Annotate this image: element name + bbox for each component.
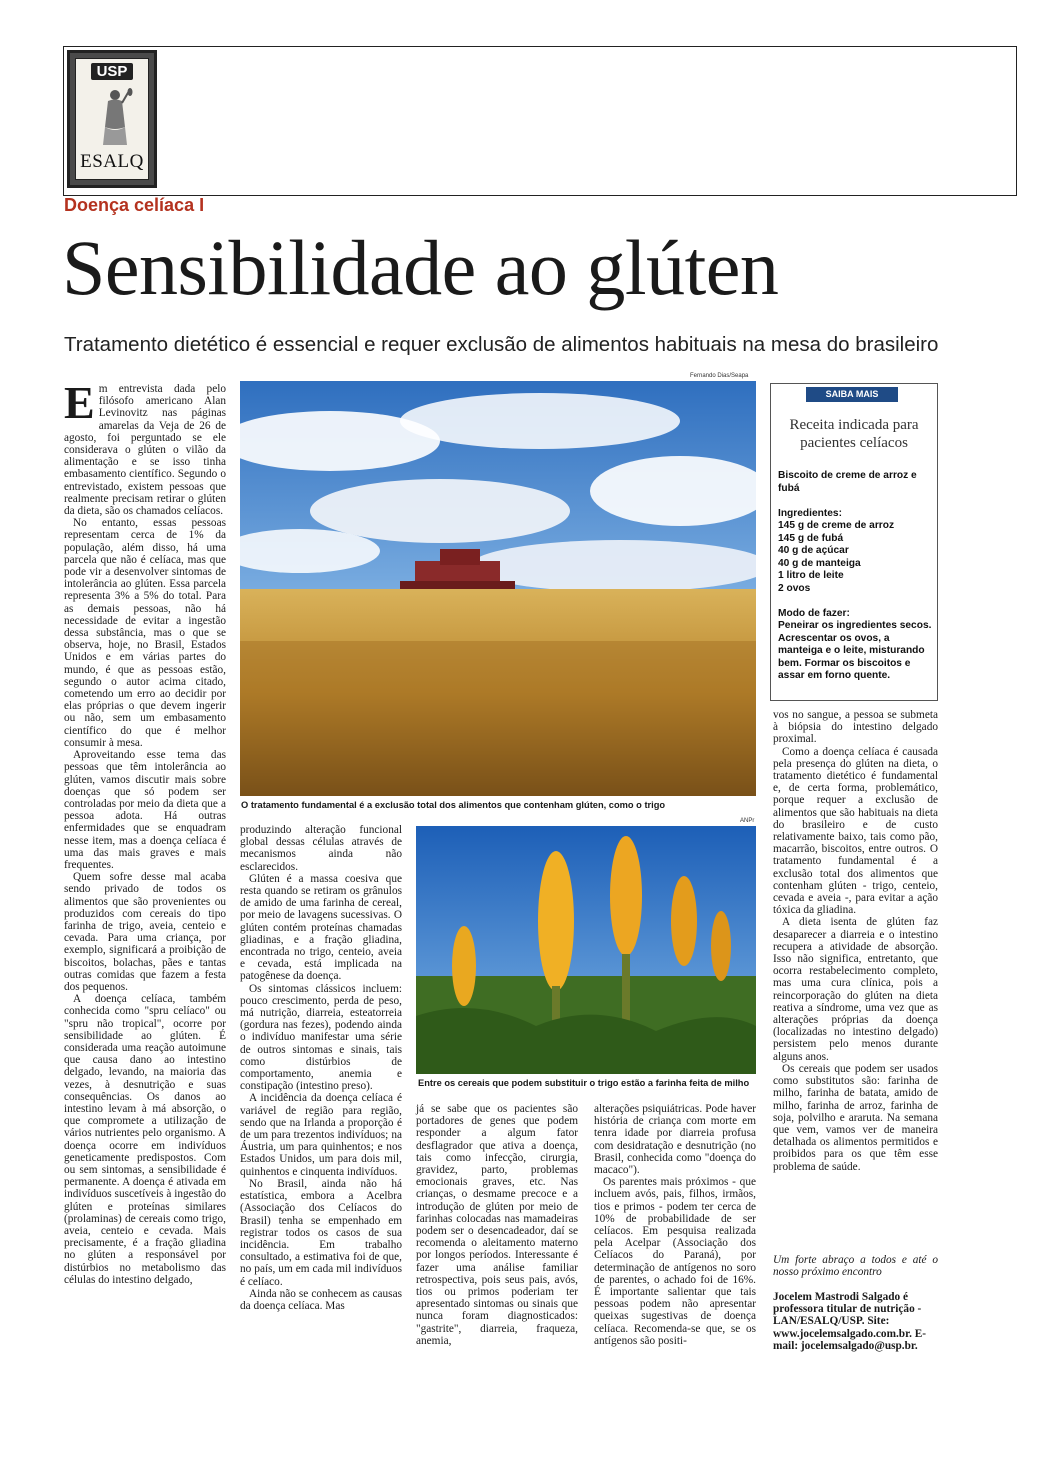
header-frame — [63, 46, 1017, 196]
subheadline: Tratamento dietético é essencial e requer exclusão de alimentos habituais na mesa do brasileiro — [64, 333, 939, 356]
paragraph: Ainda não se conhecem as causas da doença celíaca. Mas — [240, 1287, 402, 1312]
paragraph: No Brasil, ainda não há estatística, embora a Acelbra (Associação dos Celíacos do Brasil) tenha se empenhado em registrar todos os casos de sua incidência. Em trabalho consultado, a estimativa foi de que, no país, um em cada mil indivíduos é celíaco. — [240, 1177, 402, 1288]
method-heading: Modo de fazer: — [778, 608, 850, 619]
photo2-caption: Entre os cereais que podem substituir o trigo estão a farinha feita de milho — [418, 1078, 750, 1088]
paragraph: A dieta isenta de glúten faz desaparecer a diarreia e o intestino recupera a atividade de absorção. Isso não significa, entretanto, que ocorra restabelecimento completo, mas uma cura clínica, pois a reincorporação do glúten na dieta reativa a síndrome, uma vez que as alterações próprias da doença (localizadas no intestino delgado) persistem pelo menos durante alguns anos. — [773, 916, 938, 1063]
paragraph: já se sabe que os pacientes são portadores de genes que podem responder a algum fator desflagrador que ativa a doença, tais como infecção, cirurgia, gravidez, parto, problemas emocionais graves, etc. Nas crianças, o desmame precoce e a introdução de glúten por meio de farinhas colocadas nas mamadeiras podem ser o desencadeador, daí se recomenda o aleitamento materno por longos períodos. Interessante é fazer uma análise familiar retrospectiva, pois seus pais, avós, tios ou primos poderiam ter apresentado sintomas ou sinais que nunca foram diagnosticados: "gastrite", diarreia, fraqueza, anemia, — [416, 1103, 578, 1347]
headline: Sensibilidade ao glúten — [62, 224, 779, 311]
saiba-mais-badge: SAIBA MAIS — [806, 387, 898, 402]
photo2-credit: ANPr — [740, 818, 755, 824]
closing-line: Um forte abraço a todos e até o nosso próximo encontro — [773, 1254, 938, 1279]
esalq-logo — [67, 50, 157, 188]
section-label: Doença celíaca I — [64, 195, 205, 215]
paragraph: Os cereais que podem ser usados como substitutos são: farinha de milho, farinha de batata, amido de milho, farinha de arroz, farinha de soja, polvilho e araruta. Na semana que vem, vamos ver de maneira detalhada os alimentos permitidos e proibidos para os que têm esse problema de saúde. — [773, 1062, 938, 1173]
paragraph: Glúten é a massa coesiva que resta quando se retiram os grânulos de amido de uma farinha de cereal, por meio de lavagens sucessivas. O glúten contém proteínas chamadas gliadinas, e a fração gliadina, encontrada no trigo, centeio, aveia e cevada, está implicada na patogênese da doença. — [240, 872, 402, 983]
photo1-credit: Fernando Dias/Seapa — [690, 373, 749, 379]
wheat-field-photo — [240, 381, 756, 796]
logo-usp-text: USP — [91, 63, 134, 80]
article-column-3 — [416, 1103, 578, 1347]
paragraph: No entanto, essas pessoas representam cerca de 1% da população, além disso, há uma parcela que não é celíaca, mas que pode vir a desenvolver sintomas de intolerância ao glúten. Essa parcela representa 3% a 5% do total. Para as demais pessoas, não há necessidade de evitar a ingestão dessa substância, mas o que se observa, hoje, no Brasil, Estados Unidos e em várias partes do mundo, é que as pessoas estão, segundo o autor acima citado, cometendo um erro ao decidir por elas próprias o que devem ingerir ou não, sem um embasamento científico do que é melhor consumir à mesa. — [64, 517, 226, 749]
ingredients-list — [778, 520, 934, 595]
ingredients-heading: Ingredientes: — [778, 508, 842, 519]
ingredient-item: 1 litro de leite — [778, 570, 844, 581]
article-column-2 — [240, 824, 402, 1312]
paragraph: A incidência da doença celíaca é variável de região para região, sendo que na Irlanda a proporção é de um para trezentos indivíduos; na Áustria, um para quinhentos; e nos Estados Unidos, um para dois mil, quinhentos e cinquenta indivíduos. — [240, 1092, 402, 1178]
author-bio: Jocelem Mastrodi Salgado é professora titular de nutrição - LAN/ESALQ/USP. Site: www.jocelemsalgado.com.br. E-mail: jocelemsalgado@usp.br. — [773, 1291, 927, 1352]
paragraph: A doença celíaca, também conhecida como "spru celíaco" ou "spru não tropical", ocorre por sensibilidade ao glúten. É considerada uma reação autoimune que causa dano ao intestino delgado, levando, na maioria das vezes, à desnutrição e suas consequências. Os danos ao intestino levam à má absorção, o que compromete a utilização de vários nutrientes pelo organismo. A doença ocorre em indivíduos geneticamente predispostos. Com ou sem sintomas, a sensibilidade é permanente. A doença é ativada em indivíduos suscetíveis à ingestão do glúten e proteínas similares (prolaminas) de cereais como trigo, aveia, centeio e cevada. Mais precisamente, é a fração gliadina no glúten a responsável por distúrbios no metabolismo das células do intestino delgado, — [64, 993, 226, 1286]
paragraph: Como a doença celíaca é causada pela presença do glúten na dieta, o tratamento dietético é fundamental e, de certa forma, problemático, porque requer a exclusão de alimentos que são habituais na dieta do brasileiro e de custo relativamente baixo, tais como pão, macarrão, biscoitos, entre outros. O tratamento fundamental é a exclusão total dos alimentos que contenham glúten - trigo, centeio, cevada e aveia -, para evitar a ação tóxica da gliadina. — [773, 745, 938, 917]
paragraph: Os parentes mais próximos - que incluem avós, pais, filhos, irmãos, tios e primos - podem ter cerca de 10% de probabilidade de ser celíacos. Em pesquisa realizada pela Acelpar (Associação dos Celíacos do Paraná), por determinação de antígenos no soro de parentes, o achado foi de 16%. É importante salientar que tais pessoas podem não apresentar queixas sugestivas de doença celíaca. Recomenda-se que, se os antígenos são positi- — [594, 1176, 756, 1347]
recipe-name: Biscoito de creme de arroz e fubá — [778, 470, 917, 494]
ingredient-item: 145 g de fubá — [778, 532, 844, 544]
method-text: Peneirar os ingredientes secos. Acrescentar os ovos, a manteiga e o leite, misturando bem. Formar os biscoitos e assar em forno quente. — [778, 620, 932, 681]
dropcap: E — [64, 377, 95, 428]
sidebar-title: Receita indicada para pacientes celíacos — [789, 417, 919, 451]
article-column-1 — [64, 377, 226, 1286]
paragraph: produzindo alteração funcional global dessas células através de mecanismos ainda não esclarecidos. — [240, 824, 402, 873]
ingredient-item: 40 g de manteiga — [778, 557, 861, 569]
paragraph: alterações psiquiátricas. Pode haver história de criança com morte em tenra idade por diarreia profusa com desidratação e desnutrição (no Brasil, conhecida como "doença do macaco"). — [594, 1103, 756, 1177]
corn-photo — [416, 826, 756, 1074]
logo-esalq-text: ESALQ — [80, 151, 144, 172]
paragraph: m entrevista dada pelo filósofo americano Alan Levinovitz nas páginas amarelas da Veja de 26 de agosto, foi perguntado se ele considerava o glúten o vilão da alimentação e se isso tinha embasamento científico. Segundo o entrevistado, existem pessoas que realmente precisam retirar o glúten da dieta, são os chamados celíacos. — [64, 383, 226, 518]
paragraph: Aproveitando esse tema das pessoas que têm intolerância ao glúten, vamos discutir mais sobre doenças que só podem ser controladas por meio da dieta que a pessoa adota. Há outras enfermidades que se enquadram nesse item, mas a doença celíaca é uma das mais graves e mais frequentes. — [64, 749, 226, 871]
ingredient-item: 40 g de açúcar — [778, 545, 849, 556]
ingredient-item: 145 g de creme de arroz — [778, 520, 895, 531]
paragraph: Os sintomas clássicos incluem: pouco crescimento, perda de peso, má nutrição, diarreia, esteatorreia (gordura nas fezes), podendo ainda o indivíduo manifestar uma série de outros sintomas e sinais, tais como distúrbios de comportamento, anemia e constipação (intestino preso). — [240, 982, 402, 1093]
ceres-figure-icon — [96, 87, 134, 149]
photo1-caption: O tratamento fundamental é a exclusão total dos alimentos que contenham glúten, como o trigo — [241, 800, 666, 810]
article-column-4 — [594, 1103, 756, 1347]
ingredient-item: 2 ovos — [778, 582, 811, 594]
paragraph: Quem sofre desse mal acaba sendo privado de todos os alimentos que são provenientes ou produzidos com cereais do tipo farinha de trigo, aveia, centeio e cevada. Para uma criança, por exemplo, significará a proibição de biscoitos, bolachas, pães e tantas outras comidas que fazem a festa dos pequenos. — [64, 871, 226, 993]
article-column-5 — [773, 709, 938, 1173]
paragraph: vos no sangue, a pessoa se submeta à biópsia do intestino delgado proximal. — [773, 709, 938, 746]
